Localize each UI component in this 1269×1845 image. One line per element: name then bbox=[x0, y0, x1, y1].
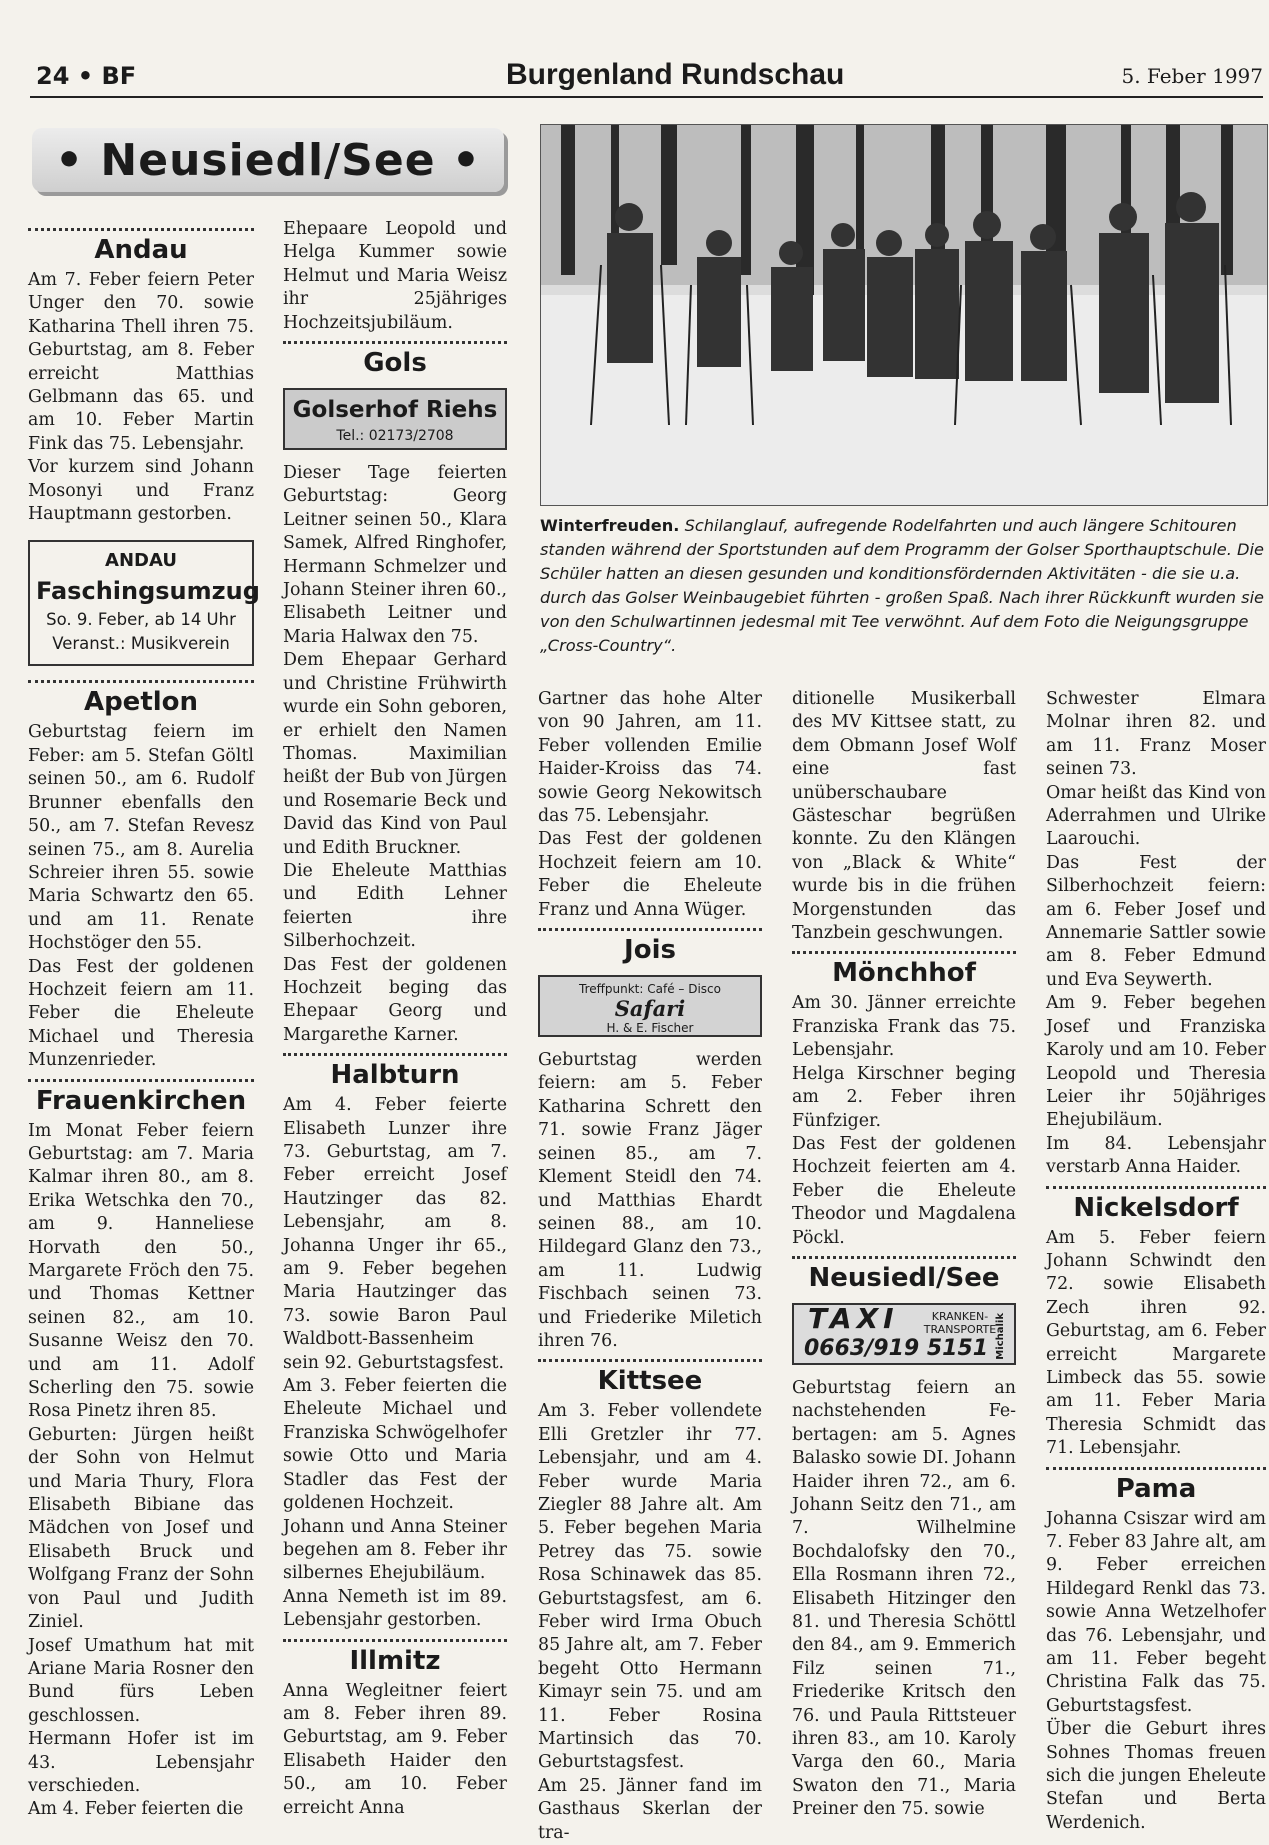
article-text: Anna Nemeth ist im 89. Lebensjahr gestorben. bbox=[283, 1586, 507, 1631]
heading-pama: Pama bbox=[1115, 1473, 1197, 1504]
article-text: Anna Wegleitner feiert am 8. Feber ihren 89. Geburtstag, am 9. Feber Elisabeth Haider den 50., am 10. Feber erreicht Anna bbox=[283, 1680, 507, 1818]
article-text: Am 5. Feber feiern Johann Schwindt den 72. sowie Elisabeth Zech ihren 92. Geburtstag, am 6. Feber erreicht Margarete Limbeck das 55. sowie am 11. Feber Maria Theresia Schmidt das 71. Lebensjahr. bbox=[1046, 1227, 1266, 1459]
article-text: Omar heißt das Kind von Aderrahmen und Ulrike Laarouchi. bbox=[1046, 782, 1267, 850]
article-text: Das Fest der goldenen Hochzeit feierten am 4. Feber die Eheleute Theodor und Magdalena Pöckl. bbox=[792, 1133, 1016, 1248]
column-3 bbox=[538, 688, 762, 1845]
ad-name: Golserhof Riehs bbox=[292, 397, 498, 424]
article-text: Im 84. Lebensjahr verstarb Anna Haider. bbox=[1046, 1133, 1266, 1178]
heading-andau: Andau bbox=[94, 235, 188, 265]
divider bbox=[1046, 1186, 1266, 1189]
heading-gols: Gols bbox=[363, 348, 427, 379]
article-text: Am 7. Feber feiern Peter Unger den 70. sowie Katharina Thell ihren 75. Geburtstag, am 8. Feber erreicht Matthias Gelbmann das 65. und am 10. Feber Martin Fink das 75. Lebensjahr. bbox=[28, 270, 254, 454]
ad-phone: Tel.: 02173/2708 bbox=[336, 428, 454, 445]
article-text: Geburtstag werden feiern: am 5. Feber Katharina Schrett den 71. sowie Franz Jäger seinen 85., am 7. Klement Steidl den 74. und Matthias Ehardt seinen 88., am 10. Hildegard Glanz den 73., am 11. Ludwig Fischbach seinen 73. und Friederike Miletich ihren 76. bbox=[538, 1050, 762, 1351]
article-text: Die Eheleute Matthias und Edith Lehner feierten ihre Silberhochzeit. bbox=[283, 860, 507, 952]
column-1 bbox=[28, 222, 260, 1822]
event-box bbox=[28, 540, 260, 666]
article-text: ditionelle Musikerball des MV Kittsee statt, zu dem Obmann Josef Wolf eine fast unüberschaubare Gästeschar begrüßen konnte. Zu den Klängen von „Black & White“ wurde bis in die frühen Morgenstunden das Tanzbein geschwungen. bbox=[792, 689, 1016, 944]
heading-apetlon: Apetlon bbox=[83, 687, 199, 718]
divider bbox=[28, 1079, 254, 1082]
article-text: Über die Geburt ihres Sohnes Thomas freuen sich die jungen Eheleute Stefan und Berta Werdenich. bbox=[1046, 1719, 1266, 1833]
page-header bbox=[30, 56, 1263, 98]
ad-taxi-word: TAXI bbox=[808, 1301, 899, 1335]
issue-date: 5. Feber 1997 bbox=[1121, 64, 1263, 88]
article-text: Geburten: Jürgen heißt der Sohn von Helmut und Maria Thury, Flora Elisabeth Bibiane das Mädchen von Josef und Elisabeth Bruck und Wolfgang Franz der Sohn von Paul und Judith Ziniel. bbox=[28, 1424, 254, 1633]
winter-sports-photo bbox=[540, 124, 1268, 506]
article-text: Im Monat Feber feiern Geburtstag: am 7. Maria Kalmar ihren 80., am 8. Erika Wetschka den 70., am 9. Hanneliese Horvath den 50., Margarete Fröch den 75. und Thomas Kettner seinen 82., am 10. Susanne Weisz den 70. und am 11. Adolf Scherling den 75. sowie Rosa Pinetz ihren 85. bbox=[28, 1120, 254, 1422]
article-text: Geburtstag feiern an nachstehenden Febertagen: am 5. Agnes Balasko sowie DI. Johann Haider ihren 72., am 6. Johann Seitz den 71., am 7. Wilhelmine Bochdalofsky den 70., Ella Rosmann ihren 72., Elisabeth Hitzinger den 81. und Theresia Schöttl den 84., am 9. Emmerich Filz seinen 71., Friederike Kritsch den 76. und Paula Rittsteuer ihren 83., am 10. Karoly Varga den 60., Maria Swaton den 71., Maria Preiner den 75. sowie bbox=[792, 1377, 1016, 1820]
article-text: Am 4. Feber feierten die bbox=[28, 1799, 244, 1820]
divider bbox=[538, 1359, 762, 1362]
advertisement-taxi bbox=[792, 1303, 1016, 1365]
article-text: Dem Ehepaar Gerhard und Christine Frühwirth wurde ein Sohn geboren, er erhielt den Namen Thomas. Maximilian heißt der Bub von Jürgen und Rosemarie Beck und David das Kind von Paul und Edith Bruckner. bbox=[283, 650, 507, 858]
heading-moenchhof: Mönchhof bbox=[832, 958, 976, 989]
advertisement-golserhof bbox=[283, 388, 507, 450]
article-text: Dieser Tage feierten Geburtstag: Georg Leitner seinen 50., Klara Samek, Alfred Ringhofer, Hermann Schmelzer und Johann Steiner ihren 60., Elisabeth Leitner und Maria Halwax den 75. bbox=[283, 463, 507, 647]
caption-text: Schilanglauf, aufregende Rodelfahrten und auch längere Schitouren standen während der Sportstunden auf dem Programm der Golser Sporthauptschule. Die Schüler hatten an diesen gesunden und konditionsfördernden Aktivitäten - die sie u.a. durch das Golser Weinbaugebiet führten - großen Spaß. Nach ihrer Rückkunft wurden sie von den Schulwartinnen jedesmal mit Tee verwöhnt. Auf dem Foto die Neigungsgruppe „Cross-Country“. bbox=[540, 516, 1265, 655]
article-text: Johanna Csiszar wird am 7. Feber 83 Jahre alt, am 9. Feber erreichen Hildegard Renkl das 73. sowie Anna Wetzelhofer das 76. Lebensjahr, und am 11. Feber begeht Christina Falk das 75. Geburtstagsfest. bbox=[1046, 1508, 1266, 1716]
article-text: Am 25. Jänner fand im Gasthaus Skerlan der tra- bbox=[538, 1775, 762, 1843]
article-text: Am 3. Feber vollendete Elli Gretzler ihr 77. Lebensjahr, und am 4. Feber wurde Maria Ziegler 88 Jahre alt. Am 5. Feber begehen Maria Petrey das 75. sowie Rosa Schinawek das 85. Geburtstagsfest, am 6. Feber wird Irma Obuch 85 Jahre alt, am 7. Feber begeht Otto Hermann Kimayr sein 75. und am 11. Feber Rosina Martinsich das 70. Geburtstagsfest. bbox=[538, 1401, 762, 1773]
ad-owners: H. & E. Fischer bbox=[606, 1021, 694, 1036]
article-text: Gartner das hohe Alter von 90 Jahren, am 11. Feber vollenden Emilie Haider-Kroiss das 74. sowie Georg Nekowitsch das 75. Lebensjahr. bbox=[538, 689, 762, 827]
ad-transport: KRANKEN-TRANSPORTE bbox=[923, 1309, 997, 1336]
article-text: Am 4. Feber feierte Elisabeth Lunzer ihre 73. Geburtstag, am 7. Feber erreicht Josef Hautzinger das 82. Lebensjahr, am 8. Johanna Unger ihr 65., am 9. Feber begehen Maria Hautzinger das 73. sowie Baron Paul Waldbott-Bassenheim sein 92. Geburtstagsfest. bbox=[283, 1095, 507, 1373]
ad-owner: Michalik bbox=[994, 1312, 1006, 1360]
article-text: Josef Umathum hat mit Ariane Maria Rosner den Bund fürs Leben geschlossen. bbox=[28, 1635, 254, 1726]
article-text: Helga Kirschner beging am 2. Feber ihren Fünfziger. bbox=[792, 1063, 1016, 1131]
heading-frauenkirchen: Frauenkirchen bbox=[35, 1085, 247, 1116]
ad-name: Safari bbox=[614, 996, 686, 1022]
page-number: 24 • BF bbox=[36, 62, 137, 90]
article-text: Hermann Hofer ist im 43. Lebensjahr verschieden. bbox=[28, 1729, 254, 1796]
divider bbox=[792, 1256, 1016, 1259]
photo-illustration bbox=[541, 125, 1267, 505]
article-text: Das Fest der goldenen Hochzeit feiern am 11. Feber die Eheleute Michael und Theresia Munzenrieder. bbox=[28, 956, 254, 1071]
article-text: Am 3. Feber feierten die Eheleute Michael und Franziska Schwögelhofer sowie Otto und Maria Stadler das Fest der goldenen Hochzeit. bbox=[283, 1376, 507, 1514]
column-4 bbox=[792, 688, 1016, 1822]
divider bbox=[283, 341, 507, 344]
event-place: ANDAU bbox=[105, 550, 177, 572]
heading-jois: Jois bbox=[624, 935, 676, 966]
event-title: Faschingsumzug bbox=[36, 577, 260, 606]
divider bbox=[283, 1639, 507, 1642]
article-text: Johann und Anna Steiner begehen am 8. Feber ihr silbernes Ehejubiläum. bbox=[283, 1516, 507, 1584]
article-text: Geburtstag feiern im Feber: am 5. Stefan Göltl seinen 50., am 6. Rudolf Brunner ebenfalls den 50., am 7. Stefan Revesz seinen 75., am 8. Aurelia Schreier ihren 55. sowie Maria Schwartz den 65. und am 11. Renate Hochstöger den 55. bbox=[28, 722, 254, 954]
article-text: Ehepaare Leopold und Helga Kummer sowie Helmut und Maria Weisz ihr 25jähriges Hochzeitsjubiläum. bbox=[283, 219, 507, 333]
ad-phone: 0663/919 5151 bbox=[804, 1335, 989, 1361]
heading-kittsee: Kittsee bbox=[597, 1366, 703, 1397]
article-text: Am 30. Jänner erreichte Franziska Frank das 75. Lebensjahr. bbox=[792, 993, 1016, 1061]
divider bbox=[28, 680, 254, 683]
event-organizer: Veranst.: Musikverein bbox=[52, 634, 230, 654]
article-text: Das Fest der Silberhochzeit feiern: am 6. Feber Josef und Annemarie Sattler sowie am 8. Feber Edmund und Eva Seywerth. bbox=[1046, 852, 1266, 990]
divider bbox=[28, 228, 254, 231]
heading-illmitz: Illmitz bbox=[349, 1645, 441, 1676]
heading-halbturn: Halbturn bbox=[330, 1060, 460, 1091]
column-5 bbox=[1046, 688, 1266, 1835]
newspaper-title: Burgenland Rundschau bbox=[506, 58, 845, 91]
article-text: Das Fest der goldenen Hochzeit feiern am 10. Feber die Eheleute Franz und Anna Wüger. bbox=[538, 829, 762, 920]
divider bbox=[1046, 1467, 1266, 1470]
caption-lead: Winterfreuden. bbox=[540, 516, 680, 535]
heading-neusiedl: Neusiedl/See bbox=[808, 1262, 1000, 1293]
divider bbox=[538, 928, 762, 931]
divider bbox=[792, 951, 1016, 954]
article-text: Schwester Elmara Molnar ihren 82. und am 11. Franz Moser seinen 73. bbox=[1046, 689, 1266, 780]
article-text: Vor kurzem sind Johann Mosonyi und Franz Hauptmann gestorben. bbox=[28, 457, 254, 525]
heading-nickelsdorf: Nickelsdorf bbox=[1073, 1192, 1239, 1223]
section-banner: • Neusiedl/See • bbox=[32, 128, 504, 192]
divider bbox=[283, 1053, 507, 1056]
column-2 bbox=[283, 218, 507, 1820]
ad-tagline: Treffpunkt: Café – Disco bbox=[579, 982, 721, 997]
article-text: Das Fest der goldenen Hochzeit beging das Ehepaar Georg und Margarethe Karner. bbox=[283, 954, 507, 1045]
event-date: So. 9. Feber, ab 14 Uhr bbox=[46, 610, 236, 630]
article-text: Am 9. Feber begehen Josef und Franziska Karoly und am 10. Feber Leopold und Theresia Leier ihr 50jähriges Ehejubiläum. bbox=[1046, 993, 1266, 1131]
photo-caption bbox=[540, 514, 1269, 658]
advertisement-safari bbox=[538, 975, 762, 1037]
